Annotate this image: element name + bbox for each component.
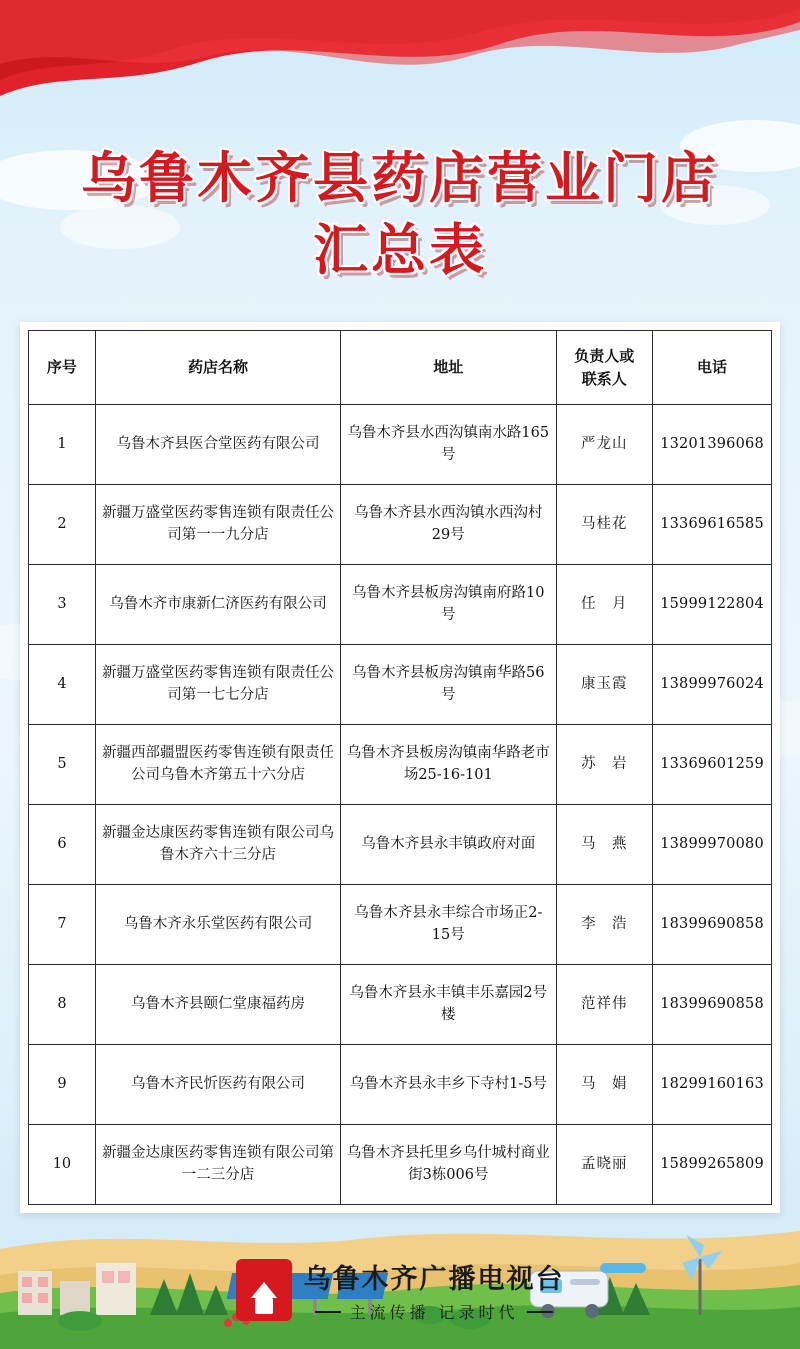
- cell-pharmacy-name: 乌鲁木齐市康新仁济医药有限公司: [95, 565, 340, 645]
- table-row: [29, 405, 772, 485]
- cell-phone: 13201396068: [653, 405, 772, 485]
- cell-phone: 13369601259: [653, 725, 772, 805]
- cell-contact-person: 康玉霞: [556, 645, 653, 725]
- cell-address: 乌鲁木齐县永丰镇丰乐嘉园2号楼: [341, 965, 556, 1045]
- cell-index: 9: [29, 1045, 96, 1125]
- logo-text-group: [304, 1257, 565, 1323]
- cell-pharmacy-name: 新疆万盛堂医药零售连锁有限责任公司第一一九分店: [95, 485, 340, 565]
- cell-address: 乌鲁木齐县板房沟镇南府路10号: [341, 565, 556, 645]
- cell-phone: 13899970080: [653, 805, 772, 885]
- page-title-line-1: 乌鲁木齐县药店营业门店: [80, 145, 719, 210]
- cell-index: 2: [29, 485, 96, 565]
- cell-contact-person: 孟晓丽: [556, 1125, 653, 1205]
- cell-phone: 13369616585: [653, 485, 772, 565]
- table-row: [29, 885, 772, 965]
- logo-rule-right: [527, 1311, 553, 1313]
- logo-main-text: 乌鲁木齐广播电视台: [303, 1264, 565, 1295]
- table-row: [29, 485, 772, 565]
- cell-pharmacy-name: 新疆万盛堂医药零售连锁有限责任公司第一七七分店: [95, 645, 340, 725]
- table-row: [29, 725, 772, 805]
- cell-index: 3: [29, 565, 96, 645]
- column-header-index: 序号: [29, 331, 96, 405]
- red-ribbon-decoration: [0, 0, 800, 130]
- column-header-person-line1: 负责人或: [574, 347, 635, 365]
- cell-phone: 18399690858: [653, 885, 772, 965]
- cell-contact-person: 李 浩: [556, 885, 653, 965]
- cell-address: 乌鲁木齐县托里乡乌什城村商业街3栋006号: [341, 1125, 556, 1205]
- column-header-address: 地址: [341, 331, 556, 405]
- table-header: [29, 331, 772, 405]
- cell-contact-person: 马 燕: [556, 805, 653, 885]
- cell-index: 10: [29, 1125, 96, 1205]
- column-header-phone: 电话: [653, 331, 772, 405]
- cell-phone: 13899976024: [653, 645, 772, 725]
- broadcaster-logo: [0, 1257, 800, 1323]
- cell-address: 乌鲁木齐县板房沟镇南华路老市场25-16-101: [341, 725, 556, 805]
- table-card: [20, 322, 780, 1213]
- table-row: [29, 565, 772, 645]
- table-row: [29, 805, 772, 885]
- cell-pharmacy-name: 乌鲁木齐民忻医药有限公司: [95, 1045, 340, 1125]
- table-row: [29, 965, 772, 1045]
- cell-contact-person: 苏 岩: [556, 725, 653, 805]
- table-body: [29, 405, 772, 1205]
- cell-contact-person: 严龙山: [556, 405, 653, 485]
- column-header-name: 药店名称: [95, 331, 340, 405]
- cell-pharmacy-name: 乌鲁木齐县医合堂医药有限公司: [95, 405, 340, 485]
- column-header-person-line2: 联系人: [581, 369, 627, 388]
- cell-phone: 18299160163: [653, 1045, 772, 1125]
- cell-contact-person: 马 娟: [556, 1045, 653, 1125]
- cell-phone: 15999122804: [653, 565, 772, 645]
- page-title-line-2: 汇总表: [312, 217, 487, 282]
- cell-address: 乌鲁木齐县水西沟镇水西沟村29号: [341, 485, 556, 565]
- cell-index: 8: [29, 965, 96, 1045]
- pagoda-icon: [236, 1259, 292, 1321]
- cell-address: 乌鲁木齐县永丰镇政府对面: [341, 805, 556, 885]
- table-row: [29, 1045, 772, 1125]
- cell-index: 1: [29, 405, 96, 485]
- cell-index: 7: [29, 885, 96, 965]
- cell-address: 乌鲁木齐县永丰综合市场正2-15号: [341, 885, 556, 965]
- cell-contact-person: 任 月: [556, 565, 653, 645]
- cell-pharmacy-name: 乌鲁木齐永乐堂医药有限公司: [95, 885, 340, 965]
- cell-address: 乌鲁木齐县永丰乡下寺村1-5号: [341, 1045, 556, 1125]
- table-row: [29, 645, 772, 725]
- pharmacy-table: [28, 330, 772, 1205]
- logo-rule-left: [315, 1311, 341, 1313]
- cell-contact-person: 范祥伟: [556, 965, 653, 1045]
- cell-index: 4: [29, 645, 96, 725]
- cell-contact-person: 马桂花: [556, 485, 653, 565]
- cell-index: 6: [29, 805, 96, 885]
- cell-index: 5: [29, 725, 96, 805]
- cell-phone: 18399690858: [653, 965, 772, 1045]
- cell-phone: 15899265809: [653, 1125, 772, 1205]
- cell-pharmacy-name: 新疆金达康医药零售连锁有限公司第一二三分店: [95, 1125, 340, 1205]
- page-title: [0, 142, 800, 286]
- table-header-row: [29, 331, 772, 405]
- cell-address: 乌鲁木齐县水西沟镇南水路165号: [341, 405, 556, 485]
- column-header-person: [556, 331, 653, 405]
- cell-pharmacy-name: 乌鲁木齐县颐仁堂康福药房: [95, 965, 340, 1045]
- cell-pharmacy-name: 新疆西部疆盟医药零售连锁有限责任公司乌鲁木齐第五十六分店: [95, 725, 340, 805]
- logo-sub-text-row: [315, 1300, 552, 1323]
- logo-sub-text: 主流传播 记录时代: [349, 1303, 519, 1322]
- cell-pharmacy-name: 新疆金达康医药零售连锁有限公司乌鲁木齐六十三分店: [95, 805, 340, 885]
- cell-address: 乌鲁木齐县板房沟镇南华路56号: [341, 645, 556, 725]
